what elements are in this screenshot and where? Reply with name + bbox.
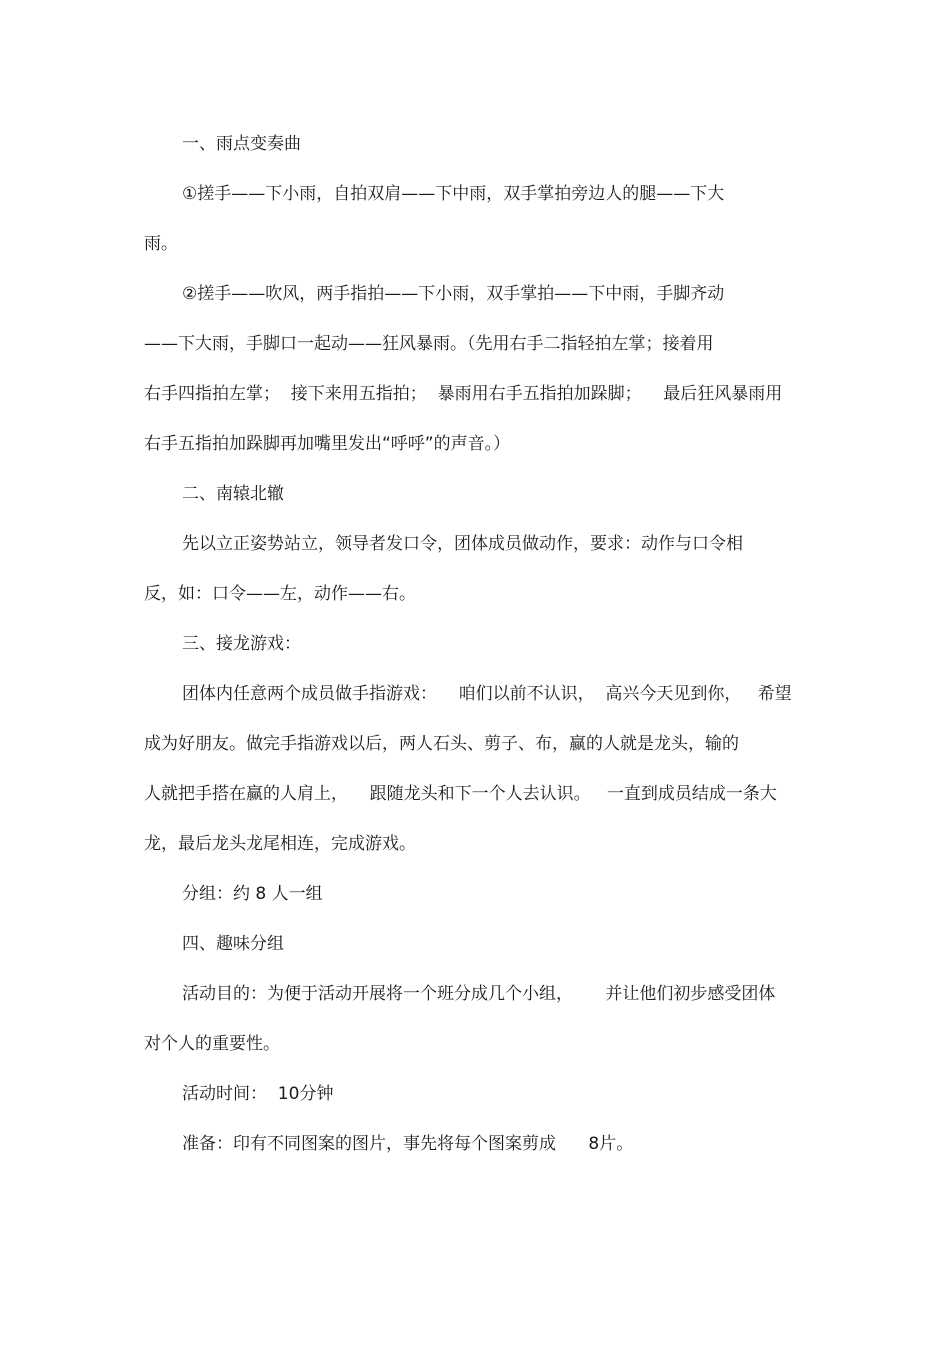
paragraph-line: ②搓手——吹风，两手指拍——下小雨，双手掌拍——下中雨，手脚齐动 [182,284,725,304]
paragraph-line: 右手五指拍加跺脚再加嘴里发出“呼呼”的声音。） [144,434,511,454]
paragraph-line: 成为好朋友。做完手指游戏以后，两人石头、剪子、布，赢的人就是龙头，输的 [144,734,739,754]
paragraph-line: 反，如：口令——左，动作——右。 [144,584,416,604]
paragraph-line: 团体内任意两个成员做手指游戏： 咱们以前不认识， 高兴今天见到你， 希望 [182,684,792,704]
paragraph-line: 活动目的：为便于活动开展将一个班分成几个小组， 并让他们初步感受团体 [182,984,776,1004]
paragraph-line: 人就把手搭在赢的人肩上， 跟随龙头和下一个人去认识。 一直到成员结成一条大 [144,784,777,804]
paragraph-line: 先以立正姿势站立，领导者发口令，团体成员做动作，要求：动作与口令相 [182,534,743,554]
preparation-note: 准备：印有不同图案的图片，事先将每个图案剪成 8片。 [182,1134,634,1154]
section-heading-nanyuan: 二、南辕北辙 [182,484,284,504]
paragraph-line: ①搓手——下小雨，自拍双肩——下中雨，双手掌拍旁边人的腿——下大 [182,184,725,204]
section-heading-jielong: 三、接龙游戏： [182,634,301,654]
paragraph-line: 对个人的重要性。 [144,1034,280,1054]
paragraph-line: 右手四指拍左掌； 接下来用五指拍； 暴雨用右手五指拍加跺脚； 最后狂风暴雨用 [144,384,783,404]
grouping-note: 分组：约 8 人一组 [182,884,323,904]
section-heading-quwei: 四、趣味分组 [182,934,284,954]
activity-time: 活动时间： 10分钟 [182,1084,334,1104]
paragraph-line: 雨。 [144,234,178,254]
section-heading-rain: 一、雨点变奏曲 [182,134,301,154]
paragraph-line: 龙，最后龙头龙尾相连，完成游戏。 [144,834,416,854]
paragraph-line: ——下大雨，手脚口一起动——狂风暴雨。（先用右手二指轻拍左掌；接着用 [144,334,714,354]
